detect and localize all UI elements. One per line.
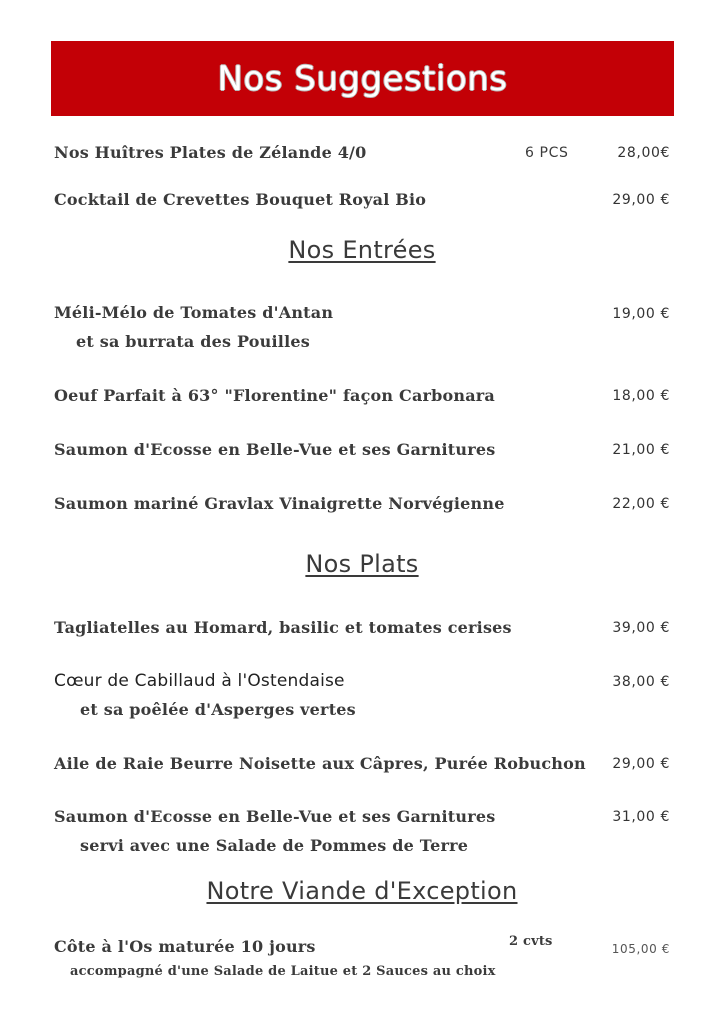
item-price: 28,00€ bbox=[617, 145, 670, 161]
item-price: 19,00 € bbox=[612, 306, 670, 322]
item-price: 105,00 € bbox=[611, 942, 670, 956]
title-banner bbox=[51, 41, 674, 116]
item-price: 39,00 € bbox=[612, 620, 670, 636]
item-description: servi avec une Salade de Pommes de Terre bbox=[80, 836, 469, 855]
item-price: 18,00 € bbox=[612, 388, 670, 404]
item-name: Saumon d'Ecosse en Belle-Vue et ses Garnitures bbox=[54, 440, 496, 459]
item-name: Aile de Raie Beurre Noisette aux Câpres, Purée Robuchon bbox=[54, 754, 586, 773]
item-name: Nos Huîtres Plates de Zélande 4/0 bbox=[54, 143, 367, 162]
item-name: Côte à l'Os maturée 10 jours bbox=[54, 937, 316, 956]
item-name: Cœur de Cabillaud à l'Ostendaise bbox=[54, 671, 345, 691]
item-price: 31,00 € bbox=[612, 809, 670, 825]
section-heading-entrees: Nos Entrées bbox=[288, 236, 436, 264]
menu-title: Nos Suggestions bbox=[217, 58, 508, 99]
item-name: Cocktail de Crevettes Bouquet Royal Bio bbox=[54, 190, 427, 209]
item-name: Saumon mariné Gravlax Vinaigrette Norvégienne bbox=[54, 494, 505, 513]
item-description: accompagné d'une Salade de Laitue et 2 Sauces au choix bbox=[70, 964, 496, 979]
item-price: 29,00 € bbox=[612, 192, 670, 208]
item-price: 38,00 € bbox=[612, 674, 670, 690]
item-description: et sa burrata des Pouilles bbox=[76, 332, 310, 351]
item-price: 21,00 € bbox=[612, 442, 670, 458]
item-name: Oeuf Parfait à 63° "Florentine" façon Carbonara bbox=[54, 386, 495, 405]
item-quantity: 2 cvts bbox=[509, 934, 553, 949]
item-price: 22,00 € bbox=[612, 496, 670, 512]
item-quantity: 6 PCS bbox=[525, 145, 569, 161]
item-price: 29,00 € bbox=[612, 756, 670, 772]
section-heading-viande: Notre Viande d'Exception bbox=[206, 877, 518, 905]
item-description: et sa poêlée d'Asperges vertes bbox=[80, 700, 356, 719]
section-heading-plats: Nos Plats bbox=[305, 550, 419, 578]
item-name: Tagliatelles au Homard, basilic et tomates cerises bbox=[54, 618, 512, 637]
item-name: Méli-Mélo de Tomates d'Antan bbox=[54, 303, 334, 322]
item-name: Saumon d'Ecosse en Belle-Vue et ses Garnitures bbox=[54, 807, 496, 826]
